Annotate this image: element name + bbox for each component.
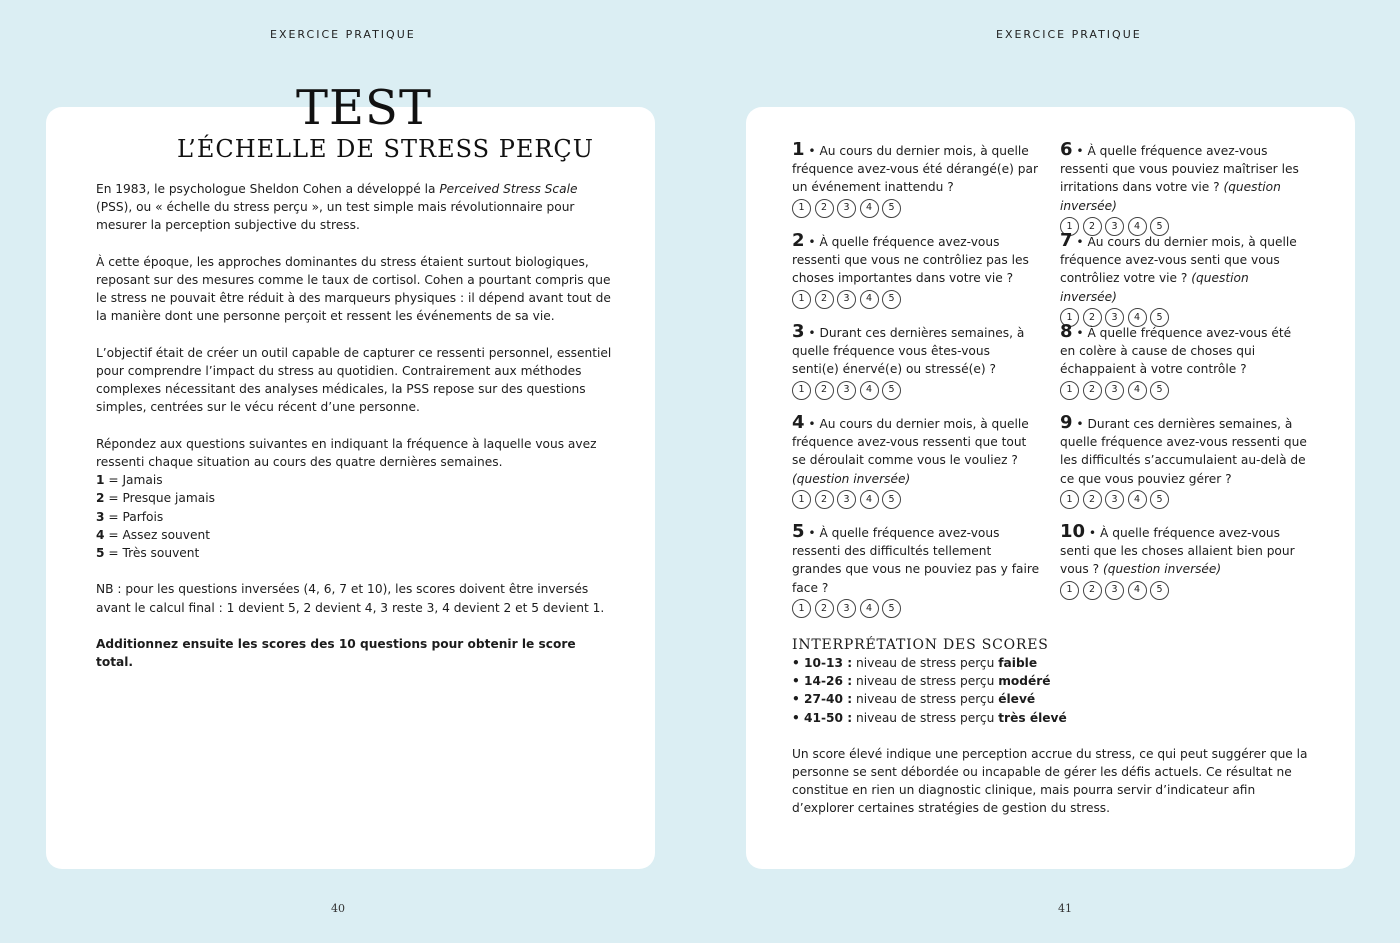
instructions-paragraph: Répondez aux questions suivantes en indiquant la fréquence à laquelle vous avez ressenti chaque situation au cours des quatre dernières semaines. [96, 436, 597, 469]
answer-option-circle: 3 [837, 599, 856, 618]
answer-option-circle: 1 [1060, 490, 1079, 509]
answer-option-circle: 1 [792, 381, 811, 400]
question-number: 7 [1060, 230, 1073, 251]
answer-option-circle: 5 [882, 199, 901, 218]
question-body: • Au cours du dernier mois, à quelle fréquence avez-vous senti que vous contrôliez votre vie ? [1060, 235, 1297, 286]
question-body: • À quelle fréquence avez-vous ressenti des difficultés tellement grandes que vous ne pouviez pas y faire face ? [792, 526, 1040, 595]
question-text [1060, 414, 1308, 488]
answer-option-circle: 4 [860, 599, 879, 618]
question-6 [1060, 141, 1308, 236]
answer-option-circle: 2 [815, 290, 834, 309]
answer-options [1060, 381, 1308, 400]
answer-option-circle: 2 [1083, 308, 1102, 327]
page-number-right: 41 [1058, 902, 1072, 915]
answer-option-circle: 2 [815, 199, 834, 218]
scale-legend [96, 435, 616, 562]
question-note: (question inversée) [1102, 562, 1222, 577]
answer-option-circle: 1 [792, 490, 811, 509]
answer-option-circle: 4 [860, 199, 879, 218]
question-text [792, 523, 1040, 597]
interpretation-title: INTERPRÉTATION DES SCORES [792, 637, 1049, 653]
answer-option-circle: 4 [1128, 308, 1147, 327]
question-body: • Au cours du dernier mois, à quelle fréquence avez-vous été dérangé(e) par un événement inattendu ? [792, 144, 1038, 195]
answer-options [1060, 581, 1308, 600]
answer-option-circle: 1 [1060, 581, 1079, 600]
intro-p1-italic: Perceived Stress Scale [439, 182, 578, 196]
answer-option-circle: 4 [1128, 217, 1147, 236]
answer-option-circle: 3 [837, 381, 856, 400]
answer-option-circle: 3 [1105, 490, 1124, 509]
question-number: 10 [1060, 521, 1086, 542]
question-text [792, 414, 1040, 488]
question-note: (question inversée) [1060, 271, 1249, 304]
answer-option-circle: 3 [837, 199, 856, 218]
interpretation-row: • 27-40 : niveau de stress perçu élevé [792, 692, 1036, 707]
intro-p1-start: En 1983, le psychologue Sheldon Cohen a développé la [96, 182, 440, 196]
intro-paragraph-2: À cette époque, les approches dominantes du stress étaient surtout biologiques, reposant sur des mesures comme le taux de cortisol. Cohen a pourtant compris que le stress ne pouvait être réduit à des marqueurs physiques : il dépend avant tout de la manière dont une personne perçoit et ressent les événements de sa vie. [96, 254, 611, 324]
question-text [1060, 523, 1308, 579]
answer-option-circle: 2 [815, 490, 834, 509]
answer-option-circle: 2 [1083, 381, 1102, 400]
scale-item: 3 = Parfois [96, 509, 164, 524]
running-head-right: EXERCICE PRATIQUE [996, 28, 1142, 41]
question-7 [1060, 232, 1308, 327]
question-text [1060, 232, 1308, 306]
answer-option-circle: 4 [1128, 581, 1147, 600]
answer-option-circle: 3 [837, 490, 856, 509]
answer-option-circle: 5 [882, 490, 901, 509]
answer-option-circle: 5 [1150, 381, 1169, 400]
answer-option-circle: 3 [1105, 381, 1124, 400]
question-body: • À quelle fréquence avez-vous été en colère à cause de choses qui échappaient à votre contrôle ? [1060, 326, 1292, 377]
question-text [792, 232, 1040, 288]
answer-option-circle: 3 [1105, 581, 1124, 600]
question-text [1060, 141, 1308, 215]
interpretation-text: Un score élevé indique une perception accrue du stress, ce qui peut suggérer que la personne se sent débordée ou incapable de gérer les défis actuels. Ce résultat ne constitue en rien un diagnostic clinique, mais pourra servir d’indicateur afin d’explorer certaines stratégies de gestion du stress. [792, 746, 1308, 816]
question-note: (question inversée) [1060, 180, 1281, 213]
answer-option-circle: 4 [1128, 490, 1147, 509]
answer-option-circle: 4 [1128, 381, 1147, 400]
interpretation-row: • 41-50 : niveau de stress perçu très élevé [792, 710, 1067, 725]
answer-option-circle: 5 [1150, 490, 1169, 509]
question-body: • Au cours du dernier mois, à quelle fréquence avez-vous ressenti que tout se déroulait comme vous le vouliez ? [792, 417, 1029, 468]
question-text [1060, 323, 1308, 379]
answer-option-circle: 5 [1150, 308, 1169, 327]
page-title: TEST [296, 80, 432, 136]
question-number: 9 [1060, 412, 1073, 433]
answer-options [792, 290, 1040, 309]
question-body: • À quelle fréquence avez-vous ressenti que vous pouviez maîtriser les irritations dans votre vie ? [1060, 144, 1299, 195]
interpretation-row: • 14-26 : niveau de stress perçu modéré [792, 674, 1051, 689]
running-head-left: EXERCICE PRATIQUE [270, 28, 416, 41]
question-body: • Durant ces dernières semaines, à quelle fréquence vous êtes-vous senti(e) énervé(e) ou stressé(e) ? [792, 326, 1025, 377]
question-3 [792, 323, 1040, 400]
question-4 [792, 414, 1040, 509]
question-10 [1060, 523, 1308, 600]
interpretation-section [792, 636, 1312, 818]
answer-option-circle: 1 [1060, 308, 1079, 327]
answer-options [792, 199, 1040, 218]
question-8 [1060, 323, 1308, 400]
question-text [792, 323, 1040, 379]
question-note: (question inversée) [792, 471, 911, 486]
answer-option-circle: 3 [1105, 217, 1124, 236]
scale-item: 4 = Assez souvent [96, 527, 210, 542]
answer-option-circle: 2 [1083, 490, 1102, 509]
answer-option-circle: 4 [860, 490, 879, 509]
answer-options [792, 599, 1040, 618]
answer-option-circle: 1 [792, 290, 811, 309]
answer-option-circle: 2 [815, 381, 834, 400]
page-subtitle: L’ÉCHELLE DE STRESS PERÇU [177, 135, 595, 163]
interpretation-row: • 10-13 : niveau de stress perçu faible [792, 656, 1038, 670]
scale-item: 5 = Très souvent [96, 546, 200, 561]
answer-option-circle: 1 [1060, 381, 1079, 400]
question-body: • Durant ces dernières semaines, à quelle fréquence avez-vous ressenti que les difficultés s’accumulaient au-delà de ce que vous pouviez gérer ? [1060, 417, 1307, 486]
scale-item: 2 = Presque jamais [96, 491, 215, 506]
question-number: 3 [792, 321, 805, 342]
answer-option-circle: 5 [882, 599, 901, 618]
question-number: 8 [1060, 321, 1073, 342]
answer-option-circle: 1 [792, 199, 811, 218]
answer-option-circle: 1 [792, 599, 811, 618]
question-body: • À quelle fréquence avez-vous ressenti que vous ne contrôliez pas les choses importantes dans votre vie ? [792, 235, 1029, 286]
answer-option-circle: 2 [1083, 217, 1102, 236]
answer-option-circle: 5 [882, 290, 901, 309]
question-number: 2 [792, 230, 805, 251]
question-1 [792, 141, 1040, 218]
question-number: 6 [1060, 139, 1073, 160]
answer-option-circle: 5 [882, 381, 901, 400]
answer-option-circle: 4 [860, 381, 879, 400]
question-9 [1060, 414, 1308, 509]
answer-option-circle: 2 [1083, 581, 1102, 600]
answer-option-circle: 2 [815, 599, 834, 618]
scale-item: 1 = Jamais [96, 473, 163, 488]
question-number: 5 [792, 521, 805, 542]
intro-paragraph-1 [96, 180, 616, 235]
intro-text [96, 180, 616, 690]
question-5 [792, 523, 1040, 618]
question-2 [792, 232, 1040, 309]
intro-p1-end: (PSS), ou « échelle du stress perçu », un test simple mais révolutionnaire pour mesurer la perception subjective du stress. [96, 200, 575, 233]
answer-options [792, 381, 1040, 400]
answer-option-circle: 5 [1150, 217, 1169, 236]
question-number: 1 [792, 139, 805, 160]
nb-paragraph: NB : pour les questions inversées (4, 6, 7 et 10), les scores doivent être inversés avant le calcul final : 1 devient 5, 2 devient 4, 3 reste 3, 4 devient 2 et 5 devient 1. [96, 582, 605, 615]
answer-options [792, 490, 1040, 509]
answer-option-circle: 5 [1150, 581, 1169, 600]
answer-option-circle: 3 [1105, 308, 1124, 327]
question-number: 4 [792, 412, 805, 433]
final-instruction: Additionnez ensuite les scores des 10 questions pour obtenir le score total. [96, 637, 576, 670]
answer-options [1060, 490, 1308, 509]
intro-paragraph-3: L’objectif était de créer un outil capable de capturer ce ressenti personnel, essentiel pour comprendre l’impact du stress au quotidien. Contrairement aux méthodes complexes nécessitant des analyses médicales, la PSS repose sur des questions simples, centrées sur le vécu récent d’une personne. [96, 345, 612, 415]
answer-option-circle: 3 [837, 290, 856, 309]
question-text [792, 141, 1040, 197]
answer-option-circle: 4 [860, 290, 879, 309]
page-number-left: 40 [331, 902, 345, 915]
question-body: • À quelle fréquence avez-vous senti que les choses allaient bien pour vous ? [1060, 526, 1295, 577]
answer-option-circle: 1 [1060, 217, 1079, 236]
